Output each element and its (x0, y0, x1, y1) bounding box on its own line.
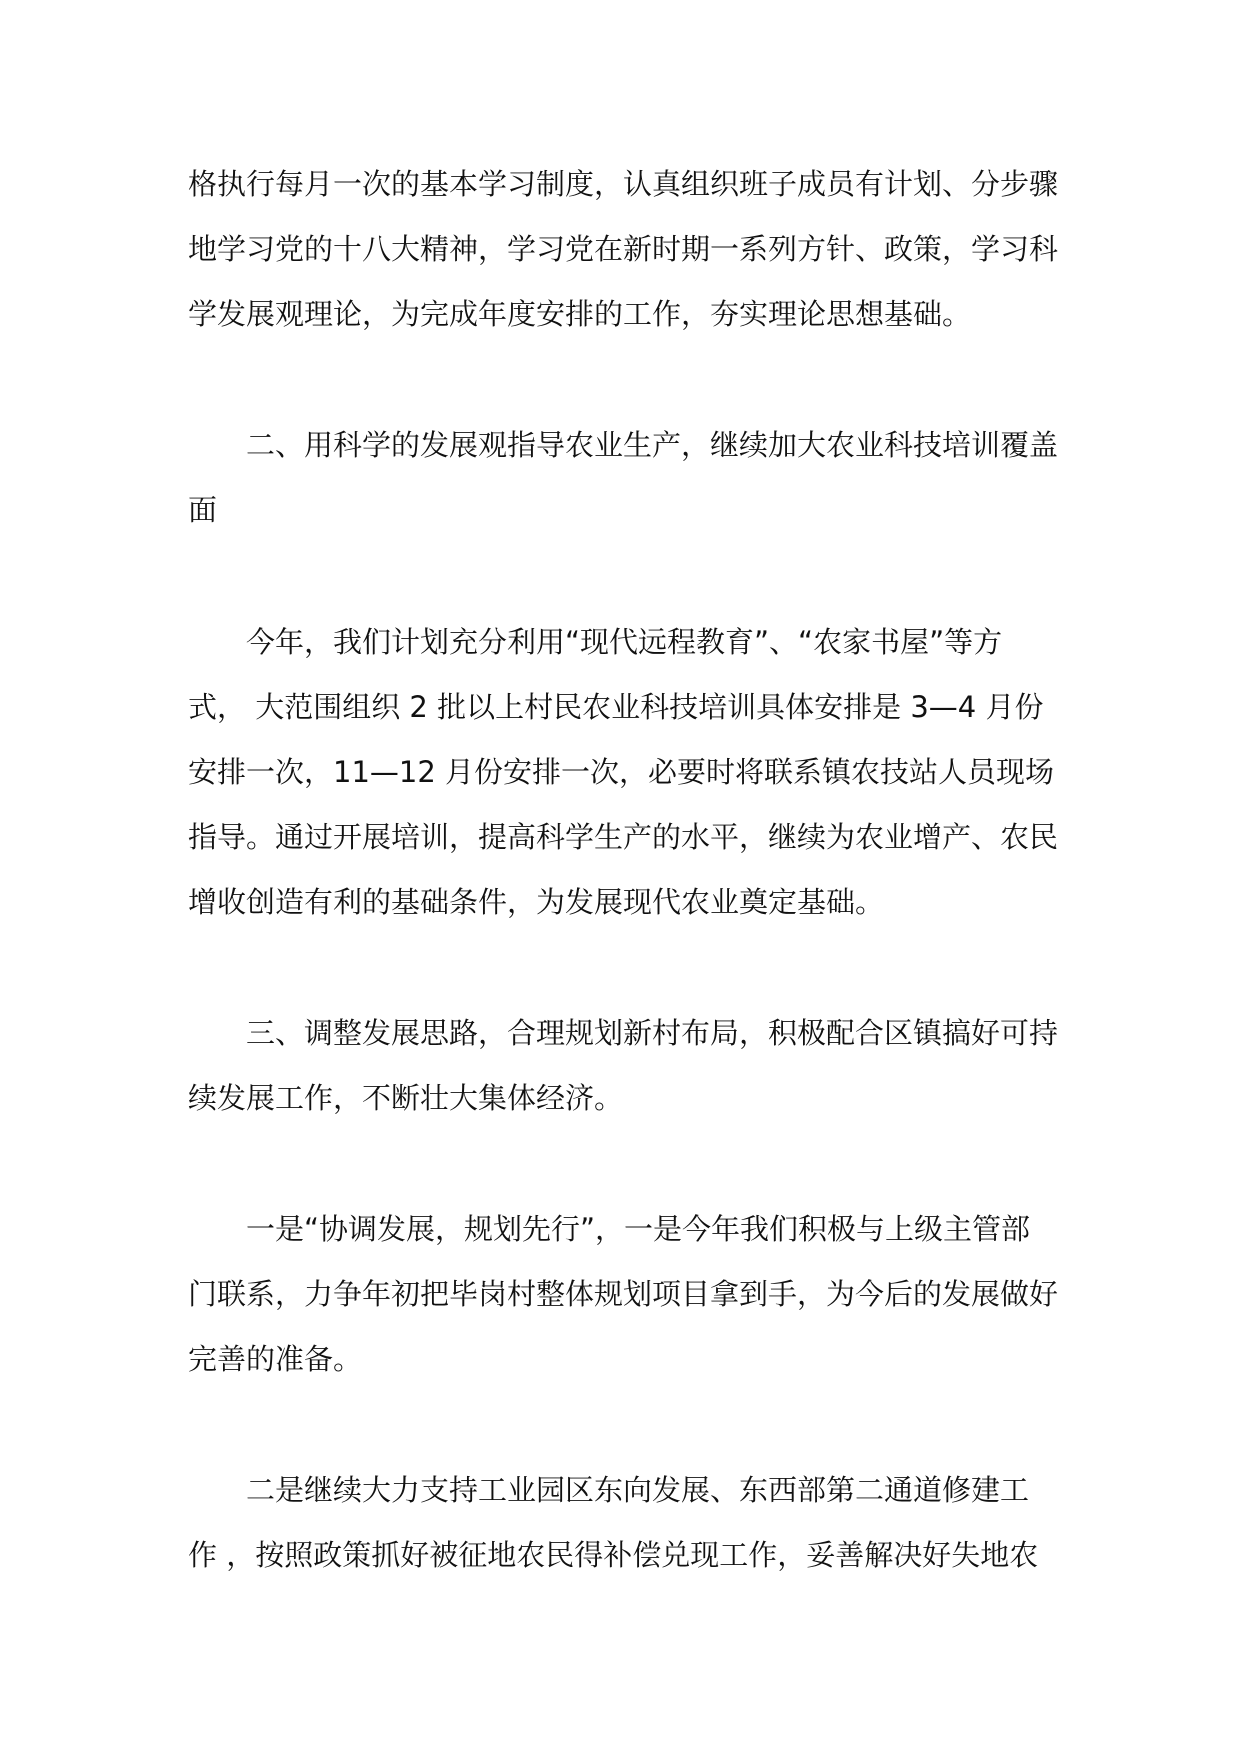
section-heading-line: 续发展工作，不断壮大集体经济。 (188, 1081, 624, 1115)
text-line: 一是“协调发展，规划先行”，一是今年我们积极与上级主管部 (246, 1212, 1031, 1246)
text-line: 完善的准备。 (188, 1342, 363, 1376)
text-line: 增收创造有利的基础条件，为发展现代农业奠定基础。 (188, 885, 885, 919)
section-heading-line: 面 (188, 493, 218, 527)
text-line: 二是继续大力支持工业园区东向发展、东西部第二通道修建工 (246, 1473, 1030, 1507)
section-heading-line: 三、调整发展思路，合理规划新村布局，积极配合区镇搞好可持 (246, 1016, 1059, 1050)
text-line: 格执行每月一次的基本学习制度，认真组织班子成员有计划、分步骤 (188, 167, 1059, 201)
text-line: 地学习党的十八大精神，学习党在新时期一系列方针、政策，学习科 (188, 232, 1059, 266)
text-line: 指导。通过开展培训，提高科学生产的水平，继续为农业增产、农民 (188, 820, 1059, 854)
text-line: 学发展观理论，为完成年度安排的工作，夯实理论思想基础。 (188, 297, 972, 331)
text-line: 门联系，力争年初把毕岗村整体规划项目拿到手，为今后的发展做好 (188, 1277, 1059, 1311)
text-line: 今年，我们计划充分利用“现代远程教育”、“农家书屋”等方 (246, 625, 1003, 659)
text-line: 作 ，按照政策抓好被征地农民得补偿兑现工作，妥善解决好失地农 (188, 1538, 1039, 1572)
text-line: 式， 大范围组织 2 批以上村民农业科技培训具体安排是 3—4 月份 (188, 690, 1044, 724)
section-heading-line: 二、用科学的发展观指导农业生产，继续加大农业科技培训覆盖 (246, 428, 1059, 462)
text-line: 安排一次，11—12 月份安排一次，必要时将联系镇农技站人员现场 (188, 755, 1055, 789)
